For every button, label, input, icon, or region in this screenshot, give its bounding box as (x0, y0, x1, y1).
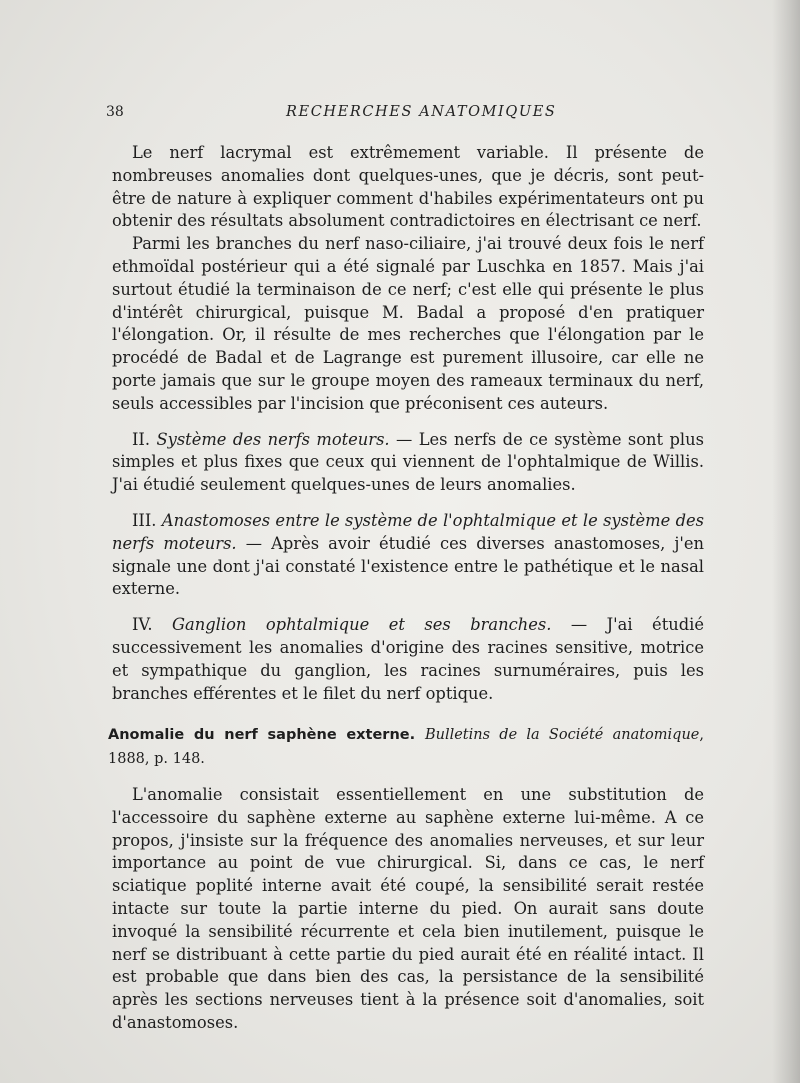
section-iii-title: Anastomoses entre le système de l'ophtalmique et le système des nerfs moteurs. (112, 510, 704, 553)
page-edge-shadow (772, 0, 800, 1083)
publication-heading (108, 723, 704, 771)
section-iv-text: — J'ai étudié successivement les anomalies d'origine des racines sensitive, motrice et sympathique du ganglion, les racines surnuméraires, puis les branches efférentes et le filet du nerf optique. (112, 615, 704, 703)
paragraph-naso-ciliaire: Parmi les branches du nerf naso-ciliaire, j'ai trouvé deux fois le nerf ethmoïdal postérieur qui a été signalé par Luschka en 1857. Mais j'ai surtout étudié la terminaison de ce nerf; c'est elle qui présente le plus d'intérêt chirurgical, puisque M. Badal a proposé d'en pratiquer l'élongation. Or, il résulte de mes recherches que l'élongation par le procédé de Badal et de Lagrange est purement illusoire, car elle ne porte jamais que sur le groupe moyen des rameaux terminaux du nerf, seuls accessibles par l'incision que préconisent ces auteurs. (112, 234, 704, 413)
publication-source: Bulletins de la Société anatomique (424, 727, 700, 744)
page-header (106, 104, 706, 126)
section-ii-title: Système des nerfs moteurs. (156, 429, 390, 449)
body-text (108, 142, 704, 1035)
section-iv (112, 614, 704, 705)
paragraph-saphene: L'anomalie consistait essentiellement en une substitution de l'accessoire du saphène externe au saphène externe lui-même. A ce propos, j'insiste sur la fréquence des anomalies nerveuses, et sur leur importance au point de vue chirurgical. Si, dans ce cas, le nerf sciatique poplité interne avait été coupé, la sensibilité serait restée intacte sur toute la partie interne du pied. On aurait sans doute invoqué la sensibilité récurrente et cela bien inutilement, puisque le nerf se distribuant à cette partie du pied aurait été en réalité intact. Il est probable que dans bien des cas, la persistance de la sensibilité après les sections nerveuses tient à la présence soit d'anomalies, soit d'anastomoses. (112, 784, 704, 1032)
publication-title: Anomalie du nerf saphène externe. (108, 727, 416, 744)
page-number: 38 (106, 104, 124, 120)
section-iii-label: III. (132, 510, 157, 530)
section-iv-title: Ganglion ophtalmique et ses branches. (172, 615, 552, 635)
section-ii (112, 429, 704, 497)
section-iii (112, 510, 704, 601)
section-iv-label: IV. (132, 615, 153, 635)
section-iii-text: — Après avoir étudié ces diverses anastomoses, j'en signale une dont j'ai constaté l'existence entre le pathétique et le nasal externe. (112, 533, 704, 599)
section-ii-label: II. (132, 429, 151, 449)
paragraph-lacrymal: Le nerf lacrymal est extrêmement variable. Il présente de nombreuses anomalies dont quelques-unes, que je décris, sont peut-être de nature à expliquer comment d'habiles expérimentateurs ont pu obtenir des résultats absolument contradictoires en électrisant ce nerf. (112, 143, 704, 231)
publication-reference: , 1888, p. 148. (108, 727, 704, 768)
section-ii-text: — Les nerfs de ce système sont plus simples et plus fixes que ceux qui viennent de l'ophtalmique de Willis. J'ai étudié seulement quelques-unes de leurs anomalies. (112, 429, 704, 495)
running-title: RECHERCHES ANATOMIQUES (286, 104, 557, 120)
